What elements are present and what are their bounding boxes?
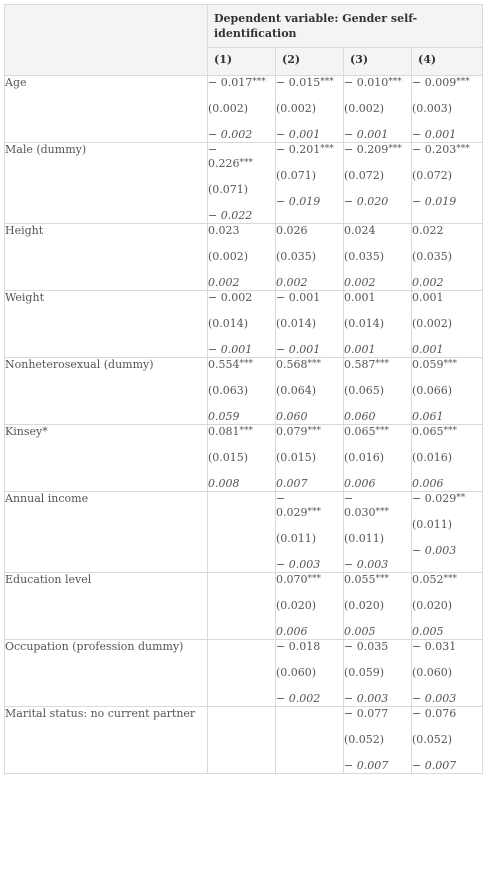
coefficient <box>412 640 482 666</box>
column-header-1: (1) <box>208 48 276 76</box>
header-empty-cell <box>5 5 208 76</box>
standard-error: (0.065) <box>344 384 385 397</box>
estimate-cell <box>276 425 344 492</box>
marginal-effect: − 0.019 <box>276 195 321 208</box>
coefficient-value: − 0.201 <box>276 143 321 156</box>
estimate-cell <box>412 640 483 707</box>
table-row <box>5 640 483 707</box>
estimate-cell <box>412 358 483 425</box>
significance-stars: *** <box>375 507 389 517</box>
standard-error: (0.011) <box>412 518 453 531</box>
significance-stars: *** <box>252 77 266 87</box>
coefficient <box>412 76 482 102</box>
standard-error: (0.035) <box>412 250 453 263</box>
standard-error: (0.011) <box>276 532 317 545</box>
significance-stars: *** <box>239 359 253 369</box>
standard-error: (0.052) <box>344 733 385 746</box>
coefficient-value: − 0.077 <box>344 707 389 720</box>
standard-error: (0.014) <box>276 317 317 330</box>
standard-error: (0.020) <box>276 599 317 612</box>
coefficient-value: 0.059 <box>412 358 444 371</box>
marginal-effect: 0.002 <box>276 276 308 289</box>
estimate-cell <box>208 573 276 640</box>
coefficient <box>276 224 343 250</box>
estimate-cell <box>412 76 483 143</box>
standard-error: (0.071) <box>276 169 317 182</box>
standard-error: (0.020) <box>412 599 453 612</box>
standard-error: (0.002) <box>412 317 453 330</box>
coefficient <box>344 358 411 384</box>
coefficient-value: − 0.031 <box>412 640 457 653</box>
marginal-effect: − 0.007 <box>412 759 457 772</box>
coefficient-value: 0.024 <box>344 224 376 237</box>
column-header-2: (2) <box>276 48 344 76</box>
coefficient-value: 0.022 <box>412 224 444 237</box>
coefficient-value: − 0.076 <box>412 707 457 720</box>
marginal-effect: − 0.001 <box>412 128 457 141</box>
column-header-3: (3) <box>344 48 412 76</box>
estimate-cell <box>344 425 412 492</box>
table-header-row <box>5 5 483 48</box>
estimate-cell <box>344 707 412 774</box>
significance-stars: *** <box>443 359 457 369</box>
significance-stars: *** <box>375 359 389 369</box>
coefficient <box>276 291 343 317</box>
standard-error: (0.002) <box>208 250 249 263</box>
significance-stars: *** <box>443 574 457 584</box>
coefficient-value: − 0.035 <box>344 640 389 653</box>
coefficient <box>208 291 275 317</box>
standard-error: (0.002) <box>276 102 317 115</box>
coefficient-value: − 0.018 <box>276 640 321 653</box>
coefficient-value: − 0.009 <box>412 76 457 89</box>
coefficient-value: 0.554 <box>208 358 240 371</box>
marginal-effect: − 0.003 <box>276 558 321 571</box>
marginal-effect: 0.002 <box>208 276 240 289</box>
marginal-effect: − 0.022 <box>208 209 253 222</box>
coefficient-value: 0.023 <box>208 224 240 237</box>
standard-error: (0.072) <box>344 169 385 182</box>
estimate-cell <box>344 224 412 291</box>
variable-label: Age <box>5 76 208 143</box>
estimate-cell <box>412 143 483 224</box>
coefficient-value: − 0.002 <box>208 291 253 304</box>
standard-error: (0.052) <box>412 733 453 746</box>
coefficient-value: − 0.010 <box>344 76 389 89</box>
coefficient-sign: − <box>208 143 218 156</box>
column-header-4: (4) <box>412 48 483 76</box>
coefficient-value: 0.568 <box>276 358 308 371</box>
marginal-effect: − 0.007 <box>344 759 389 772</box>
coefficient-value: 0.081 <box>208 425 240 438</box>
estimate-cell <box>344 143 412 224</box>
coefficient <box>208 76 275 102</box>
estimate-cell <box>276 707 344 774</box>
coefficient <box>208 157 275 183</box>
coefficient <box>276 76 343 102</box>
coefficient <box>344 224 411 250</box>
coefficient-value: 0.065 <box>412 425 444 438</box>
marginal-effect: 0.006 <box>276 625 308 638</box>
standard-error: (0.066) <box>412 384 453 397</box>
coefficient <box>344 425 411 451</box>
estimate-cell <box>208 640 276 707</box>
coefficient <box>412 492 482 518</box>
coefficient-value: 0.587 <box>344 358 376 371</box>
coefficient-value: − 0.203 <box>412 143 457 156</box>
standard-error: (0.015) <box>208 451 249 464</box>
coefficient <box>276 506 343 532</box>
variable-label: Marital status: no current partner <box>5 707 208 774</box>
coefficient-value: 0.065 <box>344 425 376 438</box>
estimate-cell <box>208 224 276 291</box>
estimate-cell <box>344 291 412 358</box>
standard-error: (0.002) <box>208 102 249 115</box>
coefficient-value: 0.079 <box>276 425 308 438</box>
standard-error: (0.016) <box>344 451 385 464</box>
coefficient <box>208 358 275 384</box>
estimate-cell <box>208 291 276 358</box>
estimate-cell <box>412 492 483 573</box>
marginal-effect: − 0.001 <box>208 343 253 356</box>
table-row <box>5 224 483 291</box>
coefficient <box>276 640 343 666</box>
standard-error: (0.072) <box>412 169 453 182</box>
significance-stars: *** <box>375 426 389 436</box>
coefficient-value: − 0.015 <box>276 76 321 89</box>
standard-error: (0.071) <box>208 183 249 196</box>
coefficient <box>344 506 411 532</box>
coefficient <box>344 640 411 666</box>
table-row <box>5 358 483 425</box>
significance-stars: *** <box>456 144 470 154</box>
coefficient <box>412 573 482 599</box>
estimate-cell <box>276 492 344 573</box>
coefficient <box>208 425 275 451</box>
significance-stars: ** <box>456 493 466 503</box>
table-row <box>5 291 483 358</box>
table-row <box>5 143 483 224</box>
coefficient-value: 0.052 <box>412 573 444 586</box>
regression-table <box>4 4 483 774</box>
coefficient-value: − 0.029 <box>412 492 457 505</box>
estimate-cell <box>344 358 412 425</box>
marginal-effect: − 0.019 <box>412 195 457 208</box>
estimate-cell <box>276 143 344 224</box>
marginal-effect: 0.005 <box>412 625 444 638</box>
table-row <box>5 707 483 774</box>
coefficient <box>276 358 343 384</box>
marginal-effect: 0.001 <box>344 343 376 356</box>
marginal-effect: − 0.002 <box>208 128 253 141</box>
estimate-cell <box>208 425 276 492</box>
coefficient-value: 0.026 <box>276 224 308 237</box>
marginal-effect: − 0.001 <box>344 128 389 141</box>
standard-error: (0.035) <box>344 250 385 263</box>
variable-label: Annual income <box>5 492 208 573</box>
coefficient <box>276 573 343 599</box>
standard-error: (0.002) <box>344 102 385 115</box>
estimate-cell <box>208 707 276 774</box>
marginal-effect: − 0.003 <box>344 692 389 705</box>
marginal-effect: − 0.002 <box>276 692 321 705</box>
coefficient <box>344 707 411 733</box>
marginal-effect: 0.001 <box>412 343 444 356</box>
marginal-effect: − 0.001 <box>276 128 321 141</box>
standard-error: (0.060) <box>276 666 317 679</box>
coefficient <box>344 291 411 317</box>
estimate-cell <box>208 492 276 573</box>
coefficient <box>208 224 275 250</box>
significance-stars: *** <box>320 144 334 154</box>
variable-label: Education level <box>5 573 208 640</box>
standard-error: (0.011) <box>344 532 385 545</box>
coefficient-value: 0.030 <box>344 506 376 519</box>
marginal-effect: − 0.020 <box>344 195 389 208</box>
marginal-effect: 0.002 <box>344 276 376 289</box>
standard-error: (0.064) <box>276 384 317 397</box>
significance-stars: *** <box>239 426 253 436</box>
marginal-effect: 0.008 <box>208 477 240 490</box>
marginal-effect: − 0.001 <box>276 343 321 356</box>
coefficient <box>412 358 482 384</box>
coefficient-value: 0.001 <box>412 291 444 304</box>
variable-label: Height <box>5 224 208 291</box>
coefficient <box>412 224 482 250</box>
coefficient <box>412 707 482 733</box>
coefficient-sign: − <box>344 492 354 505</box>
significance-stars: *** <box>388 144 402 154</box>
marginal-effect: 0.059 <box>208 410 240 423</box>
significance-stars: *** <box>307 574 321 584</box>
coefficient-value: − 0.001 <box>276 291 321 304</box>
standard-error: (0.060) <box>412 666 453 679</box>
estimate-cell <box>344 573 412 640</box>
marginal-effect: 0.007 <box>276 477 308 490</box>
significance-stars: *** <box>375 574 389 584</box>
significance-stars: *** <box>307 507 321 517</box>
marginal-effect: − 0.003 <box>344 558 389 571</box>
significance-stars: *** <box>443 426 457 436</box>
estimate-cell <box>344 76 412 143</box>
significance-stars: *** <box>307 426 321 436</box>
coefficient <box>344 143 411 169</box>
coefficient-value: 0.029 <box>276 506 308 519</box>
coefficient <box>344 573 411 599</box>
estimate-cell <box>276 573 344 640</box>
coefficient <box>412 425 482 451</box>
variable-label: Nonheterosexual (dummy) <box>5 358 208 425</box>
estimate-cell <box>412 291 483 358</box>
estimate-cell <box>208 358 276 425</box>
variable-label: Male (dummy) <box>5 143 208 224</box>
standard-error: (0.015) <box>276 451 317 464</box>
estimate-cell <box>412 425 483 492</box>
standard-error: (0.014) <box>208 317 249 330</box>
estimate-cell <box>344 640 412 707</box>
estimate-cell <box>208 143 276 224</box>
variable-label: Weight <box>5 291 208 358</box>
marginal-effect: 0.005 <box>344 625 376 638</box>
estimate-cell <box>276 640 344 707</box>
variable-label: Kinsey* <box>5 425 208 492</box>
table-row <box>5 76 483 143</box>
marginal-effect: 0.006 <box>344 477 376 490</box>
standard-error: (0.014) <box>344 317 385 330</box>
coefficient-sign: − <box>276 492 286 505</box>
table-row <box>5 492 483 573</box>
table-body <box>5 76 483 774</box>
table-row <box>5 425 483 492</box>
coefficient <box>412 143 482 169</box>
marginal-effect: 0.002 <box>412 276 444 289</box>
marginal-effect: 0.060 <box>344 410 376 423</box>
dependent-variable-header: Dependent variable: Gender self-identification <box>208 5 483 48</box>
coefficient <box>412 291 482 317</box>
significance-stars: *** <box>456 77 470 87</box>
standard-error: (0.035) <box>276 250 317 263</box>
significance-stars: *** <box>320 77 334 87</box>
estimate-cell <box>344 492 412 573</box>
estimate-cell <box>276 291 344 358</box>
standard-error: (0.063) <box>208 384 249 397</box>
significance-stars: *** <box>388 77 402 87</box>
significance-stars: *** <box>307 359 321 369</box>
standard-error: (0.059) <box>344 666 385 679</box>
estimate-cell <box>412 573 483 640</box>
estimate-cell <box>276 76 344 143</box>
marginal-effect: 0.060 <box>276 410 308 423</box>
variable-label: Occupation (profession dummy) <box>5 640 208 707</box>
coefficient <box>276 425 343 451</box>
standard-error: (0.003) <box>412 102 453 115</box>
coefficient-value: 0.070 <box>276 573 308 586</box>
estimate-cell <box>208 76 276 143</box>
estimate-cell <box>412 224 483 291</box>
marginal-effect: 0.061 <box>412 410 444 423</box>
coefficient <box>344 76 411 102</box>
coefficient-value: 0.055 <box>344 573 376 586</box>
table-row <box>5 573 483 640</box>
marginal-effect: − 0.003 <box>412 692 457 705</box>
marginal-effect: − 0.003 <box>412 544 457 557</box>
estimate-cell <box>276 358 344 425</box>
coefficient-value: − 0.209 <box>344 143 389 156</box>
standard-error: (0.016) <box>412 451 453 464</box>
coefficient-value: 0.226 <box>208 157 240 170</box>
coefficient <box>276 143 343 169</box>
coefficient-value: 0.001 <box>344 291 376 304</box>
standard-error: (0.020) <box>344 599 385 612</box>
significance-stars: *** <box>239 158 253 168</box>
estimate-cell <box>276 224 344 291</box>
marginal-effect: 0.006 <box>412 477 444 490</box>
estimate-cell <box>412 707 483 774</box>
coefficient-value: − 0.017 <box>208 76 253 89</box>
